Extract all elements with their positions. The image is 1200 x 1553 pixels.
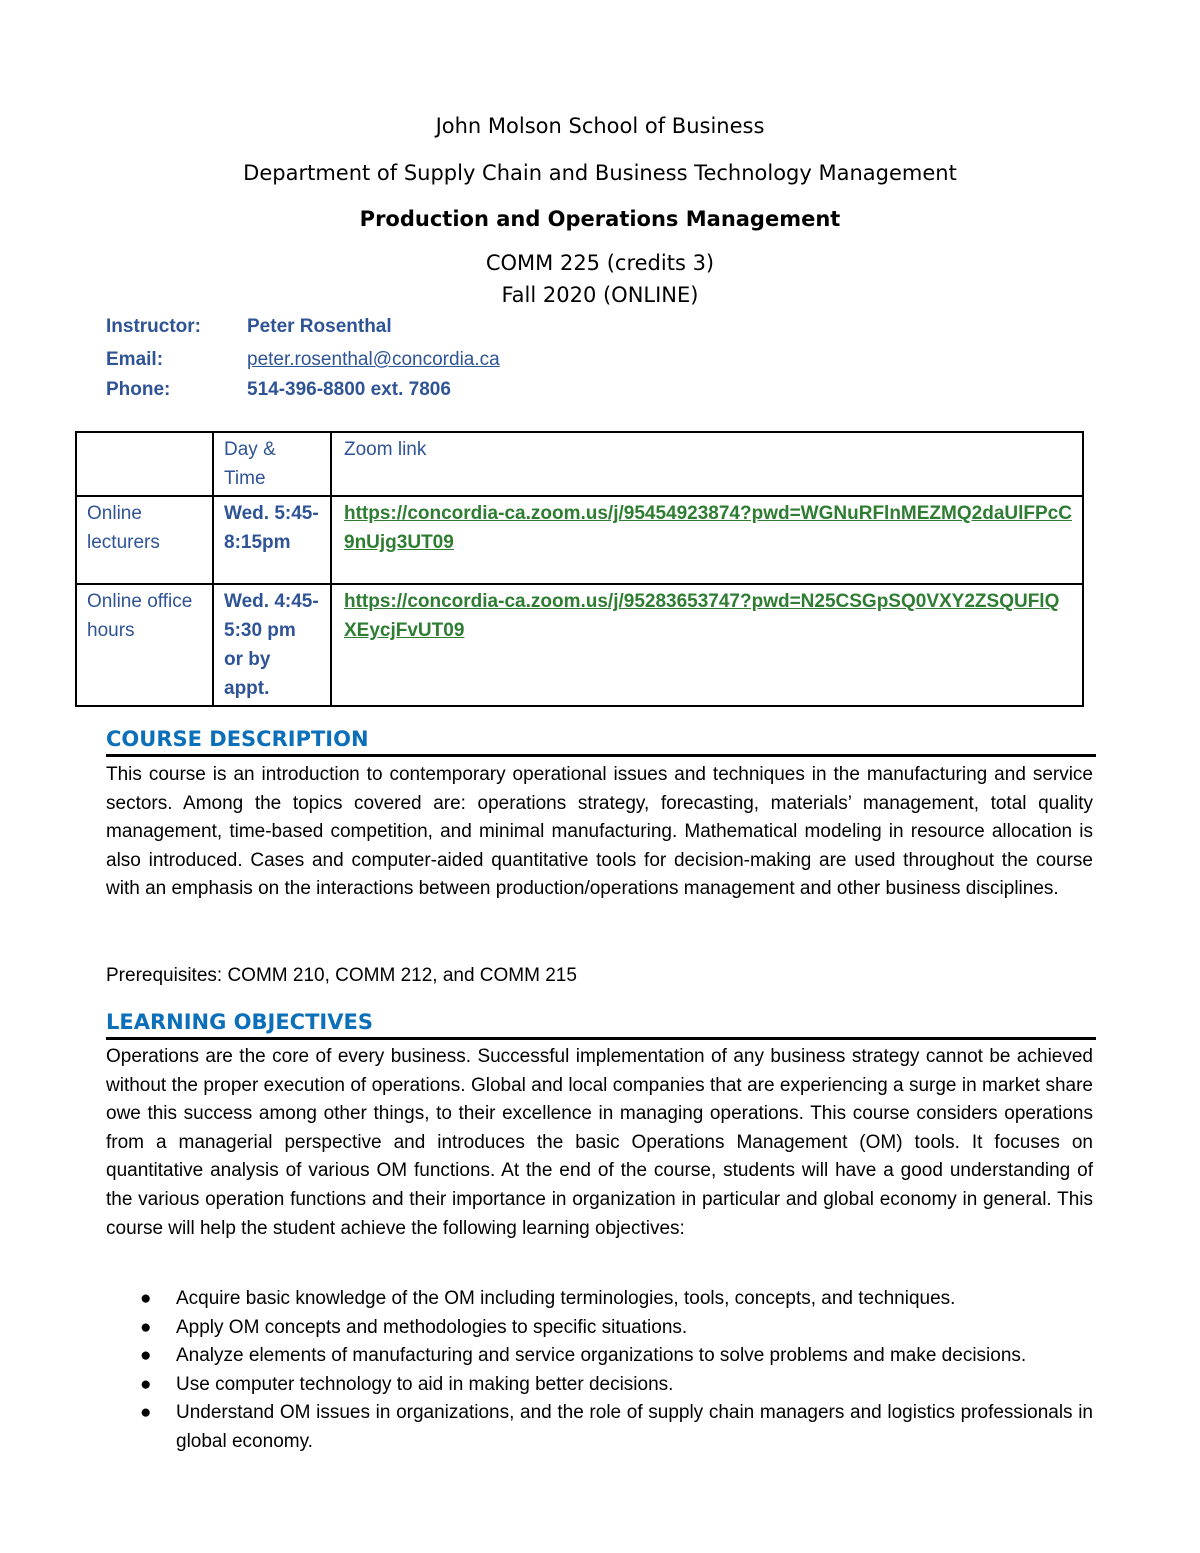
schedule-header-row	[76, 432, 1083, 496]
phone-number: 514-396-8800 ext. 7806	[247, 379, 451, 400]
phone-label: Phone:	[106, 379, 171, 400]
bullet-icon: ●	[140, 1402, 152, 1424]
header-cell-zoom-link: Zoom link	[331, 432, 1083, 496]
instructor-name: Peter Rosenthal	[247, 316, 392, 337]
row-label: Online office hours	[76, 584, 213, 706]
list-item	[106, 1399, 1093, 1456]
objective-text: Use computer technology to aid in making better decisions.	[176, 1373, 674, 1395]
objectives-list	[106, 1285, 1093, 1457]
course-title: Production and Operations Management	[359, 207, 841, 231]
row-time: Wed. 4:45-5:30 pm or by appt.	[213, 584, 331, 706]
bullet-icon: ●	[140, 1345, 152, 1367]
row-label: Online lecturers	[76, 496, 213, 584]
list-item	[106, 1371, 1093, 1400]
instructor-label: Instructor:	[106, 316, 201, 337]
bullet-icon: ●	[140, 1316, 152, 1338]
schedule-row-office-hours	[76, 584, 1083, 706]
schedule-table	[75, 431, 1084, 707]
bullet-icon: ●	[140, 1288, 152, 1309]
course-term: Fall 2020 (ONLINE)	[501, 283, 699, 307]
list-item	[106, 1314, 1093, 1343]
header-cell-empty	[76, 432, 213, 496]
header-cell-day-time: Day & Time	[213, 432, 331, 496]
email-link[interactable]: peter.rosenthal@concordia.ca	[247, 349, 500, 370]
course-code: COMM 225 (credits 3)	[485, 251, 715, 275]
zoom-link-lectures[interactable]: https://concordia-ca.zoom.us/j/95454923874?pwd=WGNuRFlnMEZMQ2daUlFPcC9nUjg3UT09	[344, 503, 1072, 553]
prerequisites: Prerequisites: COMM 210, COMM 212, and COMM 215	[106, 965, 577, 986]
bullet-icon: ●	[140, 1373, 152, 1395]
email-label: Email:	[106, 349, 164, 370]
list-item	[106, 1342, 1093, 1371]
schedule-row-lectures	[76, 496, 1083, 584]
row-time: Wed. 5:45-8:15pm	[213, 496, 331, 584]
objective-text: Apply OM concepts and methodologies to specific situations.	[176, 1316, 688, 1338]
zoom-link-office-hours[interactable]: https://concordia-ca.zoom.us/j/95283653747?pwd=N25CSGpSQ0VXY2ZSQUFlQXEycjFvUT09	[344, 591, 1060, 641]
objective-text: Acquire basic knowledge of the OM including terminologies, tools, concepts, and techniques.	[176, 1288, 956, 1309]
learning-objectives-body: Operations are the core of every business. Successful implementation of any business strategy cannot be achieved without the proper execution of operations. Global and local companies that are experiencing a surge in market share owe this success among other things, to their excellence in managing operations. This course considers operations from a managerial perspective and introduces the basic Operations Management (OM) tools. It focuses on quantitative analysis of various OM functions. At the end of the course, students will have a good understanding of the various operation functions and their importance in organization in particular and global economy in general. This course will help the student achieve the following learning objectives:	[106, 1046, 1093, 1239]
course-description-heading: COURSE DESCRIPTION	[106, 726, 1096, 757]
learning-objectives-heading: LEARNING OBJECTIVES	[106, 1009, 1096, 1040]
objective-text: Understand OM issues in organizations, and the role of supply chain managers and logistics professionals in global economy.	[176, 1402, 1093, 1452]
course-description-body: This course is an introduction to contemporary operational issues and techniques in the manufacturing and service sectors. Among the topics covered are: operations strategy, forecasting, materials’ management, total quality management, time-based competition, and minimal manufacturing. Mathematical modeling in resource allocation is also introduced. Cases and computer-aided quantitative tools for decision-making are used throughout the course with an emphasis on the interactions between production/operations management and other business disciplines.	[106, 764, 1093, 900]
list-item	[106, 1285, 1093, 1314]
department-name: Department of Supply Chain and Business Technology Management	[243, 161, 957, 185]
school-name: John Molson School of Business	[435, 114, 765, 138]
objective-text: Analyze elements of manufacturing and service organizations to solve problems and make decisions.	[176, 1345, 1027, 1367]
